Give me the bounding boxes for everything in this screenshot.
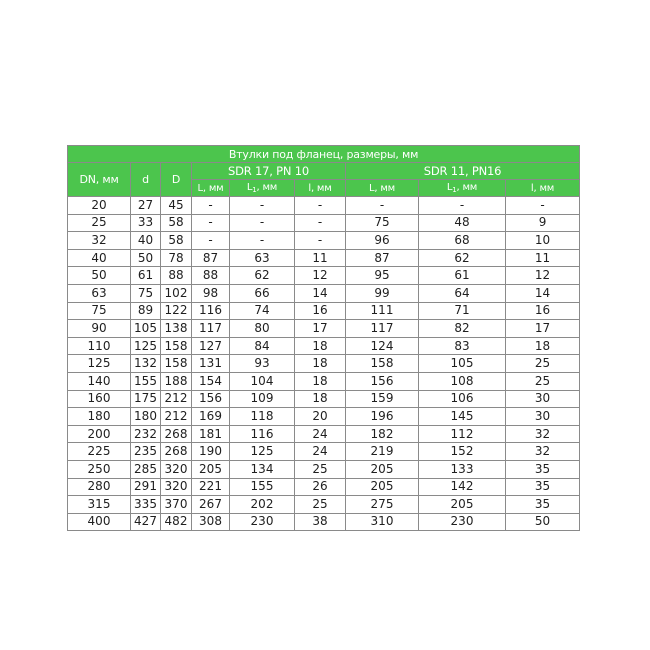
table-row — [68, 302, 580, 320]
table-cell: - — [346, 197, 419, 215]
table-cell: 108 — [419, 372, 506, 390]
table-cell: 24 — [295, 443, 346, 461]
table-cell: - — [192, 232, 230, 250]
table-cell: 66 — [230, 284, 295, 302]
table-cell: 16 — [506, 302, 580, 320]
table-cell: 124 — [346, 337, 419, 355]
table-cell: 320 — [161, 460, 192, 478]
table-cell: 280 — [68, 478, 131, 496]
table-cell: 20 — [295, 408, 346, 426]
table-row — [68, 267, 580, 285]
table-cell: 196 — [346, 408, 419, 426]
flange-sleeve-dimensions-table — [67, 145, 580, 531]
table-cell: 26 — [295, 478, 346, 496]
table-cell: 370 — [161, 496, 192, 514]
table-cell: 145 — [419, 408, 506, 426]
table-cell: 221 — [192, 478, 230, 496]
table-cell: 400 — [68, 513, 131, 531]
table-cell: 182 — [346, 425, 419, 443]
table-cell: 109 — [230, 390, 295, 408]
table-cell: - — [295, 197, 346, 215]
table-cell: 99 — [346, 284, 419, 302]
table-cell: 131 — [192, 355, 230, 373]
table-cell: 155 — [131, 372, 161, 390]
table-cell: 132 — [131, 355, 161, 373]
header-sdr11-l: l, мм — [506, 180, 580, 197]
table-cell: 11 — [295, 249, 346, 267]
table-cell: 320 — [161, 478, 192, 496]
table-cell: - — [230, 232, 295, 250]
table-cell: 88 — [161, 267, 192, 285]
table-cell: 14 — [295, 284, 346, 302]
table-cell: 35 — [506, 478, 580, 496]
table-cell: 230 — [230, 513, 295, 531]
table-title: Втулки под фланец, размеры, мм — [68, 146, 580, 163]
table-cell: 32 — [506, 425, 580, 443]
table-cell: 315 — [68, 496, 131, 514]
table-row — [68, 408, 580, 426]
table-cell: 84 — [230, 337, 295, 355]
table-row — [68, 249, 580, 267]
table-cell: 30 — [506, 408, 580, 426]
table-row — [68, 284, 580, 302]
table-cell: 140 — [68, 372, 131, 390]
table-cell: 10 — [506, 232, 580, 250]
dimensions-table-wrapper — [67, 145, 579, 531]
table-cell: 102 — [161, 284, 192, 302]
table-cell: 335 — [131, 496, 161, 514]
table-cell: 134 — [230, 460, 295, 478]
table-cell: 156 — [192, 390, 230, 408]
table-cell: 219 — [346, 443, 419, 461]
table-cell: 78 — [161, 249, 192, 267]
table-cell: 27 — [131, 197, 161, 215]
table-cell: 38 — [295, 513, 346, 531]
table-cell: 225 — [68, 443, 131, 461]
table-cell: 112 — [419, 425, 506, 443]
table-cell: 75 — [131, 284, 161, 302]
table-cell: 75 — [68, 302, 131, 320]
table-cell: 110 — [68, 337, 131, 355]
table-cell: 212 — [161, 408, 192, 426]
table-cell: 116 — [230, 425, 295, 443]
table-cell: 14 — [506, 284, 580, 302]
header-sdr17-L: L, мм — [192, 180, 230, 197]
table-cell: 33 — [131, 214, 161, 232]
header-sdr11-L1: $L_1$, мм — [419, 180, 506, 197]
table-cell: 25 — [295, 496, 346, 514]
table-cell: 87 — [192, 249, 230, 267]
table-header — [68, 146, 580, 197]
table-cell: 180 — [68, 408, 131, 426]
table-row — [68, 496, 580, 514]
table-cell: 156 — [346, 372, 419, 390]
table-cell: 62 — [230, 267, 295, 285]
table-row — [68, 355, 580, 373]
table-cell: 205 — [346, 460, 419, 478]
table-cell: 125 — [131, 337, 161, 355]
table-cell: 61 — [419, 267, 506, 285]
table-cell: 88 — [192, 267, 230, 285]
table-cell: 18 — [506, 337, 580, 355]
table-cell: 118 — [230, 408, 295, 426]
table-cell: 127 — [192, 337, 230, 355]
table-cell: 175 — [131, 390, 161, 408]
table-cell: 89 — [131, 302, 161, 320]
table-row — [68, 197, 580, 215]
table-cell: 158 — [161, 355, 192, 373]
table-cell: 75 — [346, 214, 419, 232]
table-cell: 202 — [230, 496, 295, 514]
table-cell: 267 — [192, 496, 230, 514]
table-cell: - — [230, 214, 295, 232]
table-cell: 230 — [419, 513, 506, 531]
table-row — [68, 513, 580, 531]
table-cell: 64 — [419, 284, 506, 302]
table-cell: 17 — [295, 320, 346, 338]
table-cell: 12 — [295, 267, 346, 285]
table-cell: 138 — [161, 320, 192, 338]
table-cell: 125 — [230, 443, 295, 461]
table-cell: 133 — [419, 460, 506, 478]
table-cell: 25 — [506, 372, 580, 390]
table-cell: 159 — [346, 390, 419, 408]
table-cell: 122 — [161, 302, 192, 320]
table-cell: 105 — [419, 355, 506, 373]
table-cell: - — [295, 214, 346, 232]
table-cell: 58 — [161, 232, 192, 250]
table-cell: 160 — [68, 390, 131, 408]
header-sdr17-L1: $L_1$, мм — [230, 180, 295, 197]
table-cell: 18 — [295, 390, 346, 408]
table-cell: 18 — [295, 372, 346, 390]
table-cell: 35 — [506, 496, 580, 514]
table-cell: 18 — [295, 337, 346, 355]
table-cell: 68 — [419, 232, 506, 250]
table-cell: 48 — [419, 214, 506, 232]
table-cell: 11 — [506, 249, 580, 267]
table-cell: 25 — [506, 355, 580, 373]
table-cell: 268 — [161, 443, 192, 461]
table-cell: 158 — [346, 355, 419, 373]
table-cell: 117 — [346, 320, 419, 338]
table-cell: 200 — [68, 425, 131, 443]
table-row — [68, 372, 580, 390]
table-cell: 268 — [161, 425, 192, 443]
table-cell: 482 — [161, 513, 192, 531]
table-cell: 82 — [419, 320, 506, 338]
table-cell: 190 — [192, 443, 230, 461]
header-group-sdr17: SDR 17, PN 10 — [192, 163, 346, 180]
table-cell: 235 — [131, 443, 161, 461]
table-cell: 180 — [131, 408, 161, 426]
table-cell: 205 — [419, 496, 506, 514]
table-cell: 181 — [192, 425, 230, 443]
table-cell: 205 — [346, 478, 419, 496]
table-cell: - — [295, 232, 346, 250]
table-cell: 87 — [346, 249, 419, 267]
table-cell: 74 — [230, 302, 295, 320]
table-cell: 142 — [419, 478, 506, 496]
table-cell: 116 — [192, 302, 230, 320]
table-cell: 40 — [68, 249, 131, 267]
table-row — [68, 232, 580, 250]
table-cell: 152 — [419, 443, 506, 461]
header-d: d — [131, 163, 161, 197]
table-cell: 98 — [192, 284, 230, 302]
header-sdr17-l: l, мм — [295, 180, 346, 197]
table-cell: 106 — [419, 390, 506, 408]
header-D: D — [161, 163, 192, 197]
table-cell: - — [192, 214, 230, 232]
table-cell: 154 — [192, 372, 230, 390]
table-cell: 308 — [192, 513, 230, 531]
table-cell: 310 — [346, 513, 419, 531]
table-row — [68, 214, 580, 232]
table-cell: 45 — [161, 197, 192, 215]
table-row — [68, 320, 580, 338]
table-body — [68, 197, 580, 531]
table-cell: - — [192, 197, 230, 215]
table-row — [68, 443, 580, 461]
table-cell: 16 — [295, 302, 346, 320]
table-cell: 250 — [68, 460, 131, 478]
table-cell: 158 — [161, 337, 192, 355]
table-cell: - — [506, 197, 580, 215]
table-cell: 35 — [506, 460, 580, 478]
table-cell: 58 — [161, 214, 192, 232]
table-cell: 169 — [192, 408, 230, 426]
table-cell: 104 — [230, 372, 295, 390]
table-cell: 30 — [506, 390, 580, 408]
table-row — [68, 425, 580, 443]
table-cell: 275 — [346, 496, 419, 514]
table-cell: 427 — [131, 513, 161, 531]
table-cell: 25 — [68, 214, 131, 232]
table-cell: 95 — [346, 267, 419, 285]
table-cell: 63 — [230, 249, 295, 267]
table-cell: 24 — [295, 425, 346, 443]
table-cell: 12 — [506, 267, 580, 285]
table-cell: 111 — [346, 302, 419, 320]
header-sdr11-L: L, мм — [346, 180, 419, 197]
table-cell: 71 — [419, 302, 506, 320]
table-cell: 32 — [506, 443, 580, 461]
table-cell: 61 — [131, 267, 161, 285]
table-cell: 155 — [230, 478, 295, 496]
table-row — [68, 478, 580, 496]
header-group-sdr11: SDR 11, PN16 — [346, 163, 580, 180]
table-cell: 40 — [131, 232, 161, 250]
table-cell: 125 — [68, 355, 131, 373]
table-cell: 62 — [419, 249, 506, 267]
table-cell: 93 — [230, 355, 295, 373]
table-cell: 232 — [131, 425, 161, 443]
table-cell: 20 — [68, 197, 131, 215]
table-row — [68, 460, 580, 478]
table-cell: 205 — [192, 460, 230, 478]
table-cell: 285 — [131, 460, 161, 478]
table-row — [68, 337, 580, 355]
header-dn: DN, мм — [68, 163, 131, 197]
table-cell: 50 — [506, 513, 580, 531]
table-cell: 188 — [161, 372, 192, 390]
table-cell: 63 — [68, 284, 131, 302]
table-cell: 117 — [192, 320, 230, 338]
table-cell: - — [419, 197, 506, 215]
table-cell: 9 — [506, 214, 580, 232]
table-cell: - — [230, 197, 295, 215]
table-cell: 18 — [295, 355, 346, 373]
table-row — [68, 390, 580, 408]
table-cell: 50 — [68, 267, 131, 285]
table-cell: 25 — [295, 460, 346, 478]
table-cell: 17 — [506, 320, 580, 338]
table-cell: 105 — [131, 320, 161, 338]
table-cell: 90 — [68, 320, 131, 338]
table-cell: 80 — [230, 320, 295, 338]
table-cell: 212 — [161, 390, 192, 408]
table-cell: 83 — [419, 337, 506, 355]
table-cell: 50 — [131, 249, 161, 267]
table-cell: 96 — [346, 232, 419, 250]
table-cell: 32 — [68, 232, 131, 250]
table-cell: 291 — [131, 478, 161, 496]
